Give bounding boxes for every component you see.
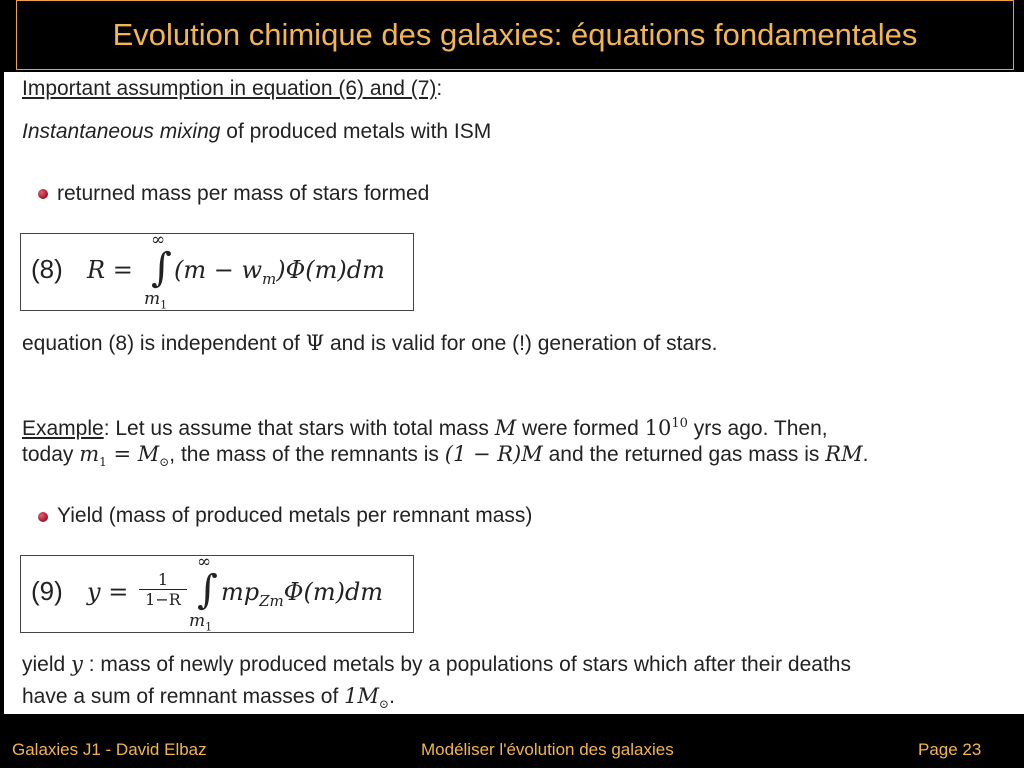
- example-line-2: [22, 441, 868, 475]
- integral-sign: ∫: [151, 245, 172, 291]
- slide-title: Evolution chimique des galaxies: équations fondamentales: [112, 17, 918, 52]
- equation-8-integrand-b: )Φ(m)dm: [276, 256, 385, 284]
- title-bar: [16, 0, 1014, 70]
- today-c: and the returned gas mass is: [542, 443, 826, 466]
- fraction-denominator: 1−R: [145, 590, 181, 609]
- equation-9-integrand-a: mp: [221, 578, 260, 606]
- example-pow-exp: 10: [671, 416, 688, 431]
- today-eq: = M: [106, 442, 160, 466]
- example-M: M: [494, 416, 517, 440]
- yield-line-2: [22, 683, 395, 717]
- today-d: .: [862, 443, 869, 466]
- equation-9-lhs: y =: [87, 578, 129, 606]
- equation-8-number: (8): [31, 254, 63, 284]
- example-line-1: [22, 411, 828, 442]
- equation-8-box: [20, 230, 414, 312]
- equation-9-lower-limit: [189, 611, 212, 633]
- equation-9-number: (9): [31, 576, 63, 606]
- bullet-icon: [38, 189, 48, 199]
- bullet-yield: Yield (mass of produced metals per remnant mass): [57, 504, 533, 527]
- equation-9-integrand: [221, 578, 383, 610]
- example-c: yrs ago. Then,: [687, 417, 828, 440]
- example-b: were formed: [516, 417, 645, 440]
- equation-9-upper-limit: ∞: [197, 552, 212, 572]
- example-a: : Let us assume that stars with total mass: [103, 417, 495, 440]
- independence-line: [22, 330, 718, 357]
- today-m: m: [79, 442, 100, 466]
- fraction-numerator: 1: [139, 570, 187, 590]
- yield-expr: 1M: [344, 684, 380, 708]
- equation-9-integrand-b: Φ(m)dm: [283, 578, 384, 606]
- independence-b: and is valid for one (!) generation of stars.: [324, 332, 718, 355]
- equation-9-lower-sub: 1: [205, 620, 213, 634]
- assumption-heading-text: Important assumption in equation (6) and (7): [22, 77, 437, 100]
- footer-center: Modéliser l'évolution des galaxies: [421, 740, 674, 759]
- sun-symbol: ⊙: [159, 455, 170, 470]
- yield-end: .: [389, 685, 395, 708]
- example-label: Example: [22, 417, 104, 440]
- equation-9-fraction: [139, 570, 187, 609]
- equation-9-sub: Zm: [259, 591, 284, 610]
- footer-page: Page 23: [918, 740, 982, 759]
- equation-8-sub: m: [262, 269, 277, 288]
- psi-symbol: Ψ: [305, 331, 325, 355]
- yield-a: yield: [22, 653, 72, 676]
- equation-9-box: [20, 552, 414, 634]
- today-a: today: [22, 443, 80, 466]
- equation-9-lower-var: m: [189, 611, 206, 631]
- today-b: , the mass of the remnants is: [169, 443, 445, 466]
- mixing-rest: of produced metals with ISM: [220, 120, 492, 143]
- example-pow-base: 10: [644, 416, 672, 440]
- independence-a: equation (8) is independent of: [22, 332, 306, 355]
- yield-b: : mass of newly produced metals by a populations of stars which after their deaths: [82, 653, 851, 676]
- sun-symbol: ⊙: [379, 697, 390, 712]
- equation-8-lower-limit: [144, 289, 167, 311]
- yield-y: y: [71, 652, 83, 676]
- equation-8-lower-var: m: [144, 289, 161, 309]
- yield-c: have a sum of remnant masses of: [22, 685, 345, 708]
- equation-8-lhs: R =: [87, 256, 133, 284]
- remnant-expr: (1 − R)M: [444, 442, 543, 466]
- assumption-colon: :: [436, 77, 443, 100]
- footer-left: Galaxies J1 - David Elbaz: [12, 740, 207, 759]
- assumption-heading: [22, 76, 442, 102]
- equation-8-upper-limit: ∞: [151, 230, 166, 250]
- integral-sign: ∫: [197, 567, 218, 613]
- equation-8-lower-sub: 1: [160, 298, 168, 312]
- yield-line-1: [22, 651, 851, 678]
- bullet-icon: [38, 512, 48, 522]
- today-m-sub: 1: [99, 455, 107, 470]
- returned-gas-expr: RM: [825, 442, 863, 466]
- mixing-line: [22, 119, 491, 145]
- slide-content: [4, 72, 1024, 714]
- equation-8-integrand: [174, 256, 385, 288]
- equation-8-integrand-a: (m − w: [174, 256, 263, 284]
- mixing-emphasis: Instantaneous mixing: [22, 120, 221, 143]
- bullet-returned-mass: returned mass per mass of stars formed: [57, 182, 430, 205]
